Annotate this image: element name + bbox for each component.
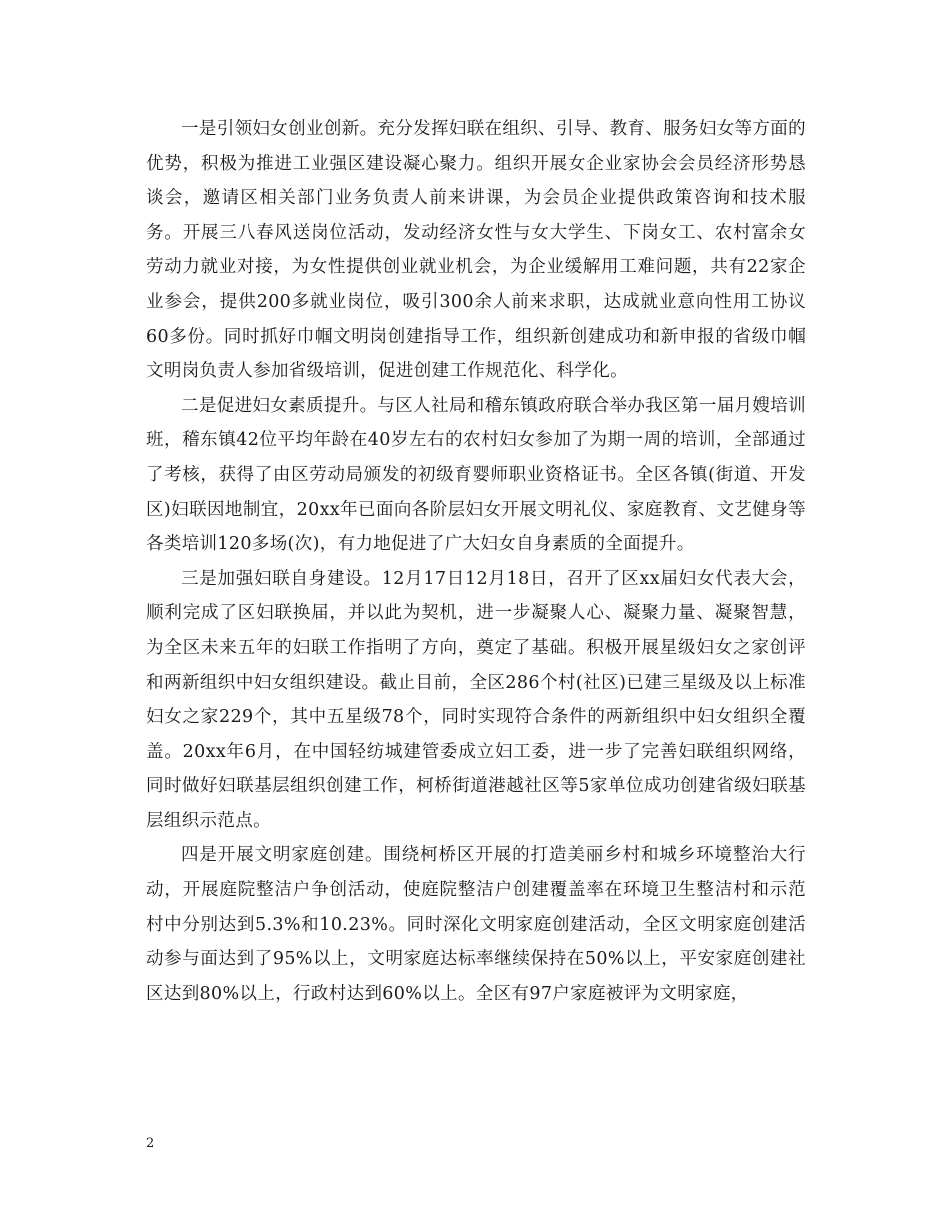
paragraph-women-quality: 二是促进妇女素质提升。与区人社局和稽东镇政府联合举办我区第一届月嫂培训班，稽东镇42位平均年龄在40岁左右的农村妇女参加了为期一周的培训，全部通过了考核，获得了由区劳动局颁发的初级育婴师职业资格证书。全区各镇(街道、开发区)妇联因地制宜，20xx年已面向各阶层妇女开展文明礼仪、家庭教育、文艺健身等各类培训120多场(次)，有力地促进了广大妇女自身素质的全面提升。 (146, 395, 806, 555)
paragraph-women-entrepreneurship: 一是引领妇女创业创新。充分发挥妇联在组织、引导、教育、服务妇女等方面的优势，积极为推进工业强区建设凝心聚力。组织开展女企业家协会会员经济形势恳谈会，邀请区相关部门业务负责人前来讲课，为会员企业提供政策咨询和技术服务。开展三八春风送岗位活动，发动经济女性与女大学生、下岗女工、农村富余女劳动力就业对接，为女性提供创业就业机会，为企业缓解用工难问题，共有22家企业参会，提供200多就业岗位，吸引300余人前来求职，达成就业意向性用工协议60多份。同时抓好巾帼文明岗创建指导工作，组织新创建成功和新申报的省级巾帼文明岗负责人参加省级培训，促进创建工作规范化、科学化。 (146, 119, 806, 382)
document-body (146, 112, 806, 1011)
paragraph-civilized-family: 四是开展文明家庭创建。围绕柯桥区开展的打造美丽乡村和城乡环境整治大行动，开展庭院整洁户争创活动，使庭院整洁户创建覆盖率在环境卫生整洁村和示范村中分别达到5.3%和10.23%。同时深化文明家庭创建活动，全区文明家庭创建活动参与面达到了95%以上，文明家庭达标率继续保持在50%以上，平安家庭创建社区达到80%以上，行政村达到60%以上。全区有97户家庭被评为文明家庭， (146, 845, 806, 1004)
paragraph-federation-building: 三是加强妇联自身建设。12月17日12月18日，召开了区xx届妇女代表大会，顺利完成了区妇联换届，并以此为契机，进一步凝聚人心、凝聚力量、凝聚智慧，为全区未来五年的妇联工作指明了方向，奠定了基础。积极开展星级妇女之家创评和两新组织中妇女组织建设。截止目前，全区286个村(社区)已建三星级及以上标准妇女之家229个，其中五星级78个，同时实现符合条件的两新组织中妇女组织全覆盖。20xx年6月，在中国轻纺城建管委成立妇工委，进一步了完善妇联组织网络，同时做好妇联基层组织创建工作，柯桥街道港越社区等5家单位成功创建省级妇联基层组织示范点。 (146, 568, 806, 831)
page-number: 2 (146, 1136, 155, 1151)
